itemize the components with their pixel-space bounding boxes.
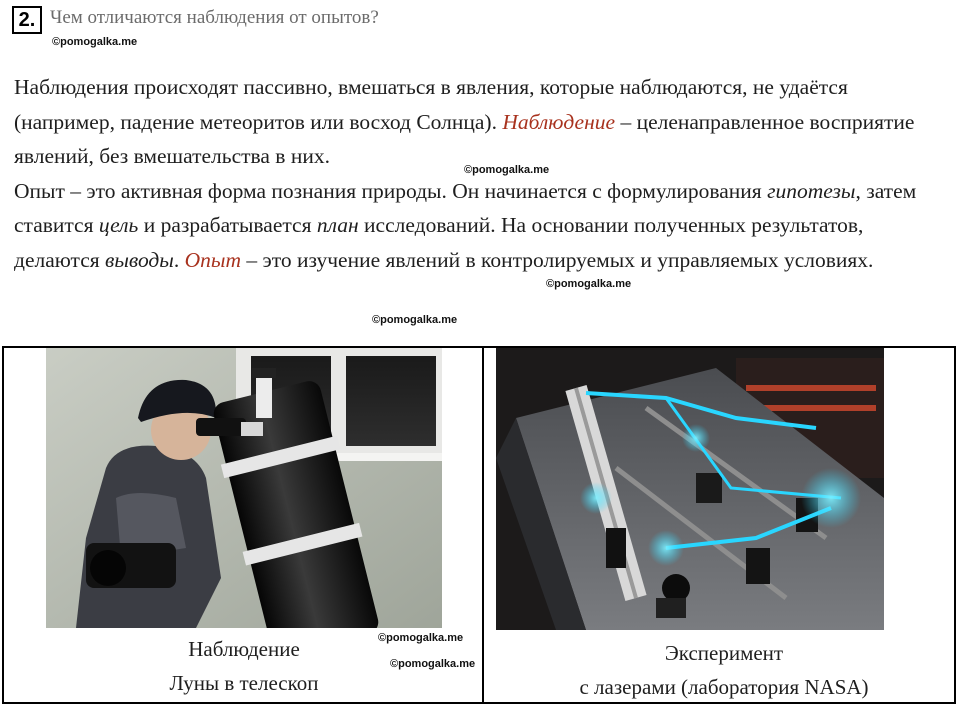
watermark: ©pomogalka.me [372, 314, 458, 326]
watermark: ©pomogalka.me [464, 164, 550, 176]
question-text: Чем отличаются наблюдения от опытов? [50, 7, 379, 28]
text-span: Наблюдения происходят пассивно, вмешаться в явления, которые наблюдаются, не удаётся (например, падение метеоритов или восход Солнца). [14, 75, 848, 134]
text-span: исследований. На основании полученных результатов, делаются [14, 213, 864, 272]
telescope-photo [46, 348, 442, 628]
watermark: ©pomogalka.me [378, 632, 464, 644]
telescope-photo-icon [46, 348, 442, 628]
caption-line: Эксперимент [664, 641, 784, 665]
caption-line: Наблюдение [188, 637, 300, 661]
caption-observation [134, 632, 354, 700]
text-span: – это изучение явлений в контролируемых и управляемых условиях. [240, 247, 874, 272]
text-span: и разрабатывается [138, 213, 317, 237]
question-number: 2. [12, 6, 42, 34]
figure-table [2, 346, 956, 704]
text-span: . [173, 247, 185, 272]
text-span: – целенаправленное восприятие явлений, без вмешательства в них. [14, 109, 915, 168]
caption-line: с лазерами (лаборатория NASA) [579, 675, 869, 699]
laser-lab-photo [496, 348, 884, 630]
paragraph-experiment [14, 174, 944, 278]
watermark: ©pomogalka.me [390, 658, 476, 670]
text-span: Опыт – это активная форма познания природы. Он начинается с формулирования [14, 178, 768, 203]
paragraph-observation [14, 70, 944, 174]
figure-divider [482, 348, 484, 702]
word-plan: план [316, 213, 359, 237]
word-conclusions: выводы [105, 247, 174, 272]
term-observation: Наблюдение [502, 109, 616, 134]
caption-experiment [524, 636, 924, 704]
term-experiment: Опыт [184, 247, 241, 272]
watermark: ©pomogalka.me [52, 36, 138, 48]
text-span: , затем ставится [14, 178, 917, 237]
word-hypothesis: гипотезы [767, 178, 856, 203]
caption-line: Луны в телескоп [169, 671, 319, 695]
laser-lab-photo-icon [496, 348, 884, 630]
watermark: ©pomogalka.me [546, 278, 632, 290]
word-goal: цель [98, 213, 139, 237]
